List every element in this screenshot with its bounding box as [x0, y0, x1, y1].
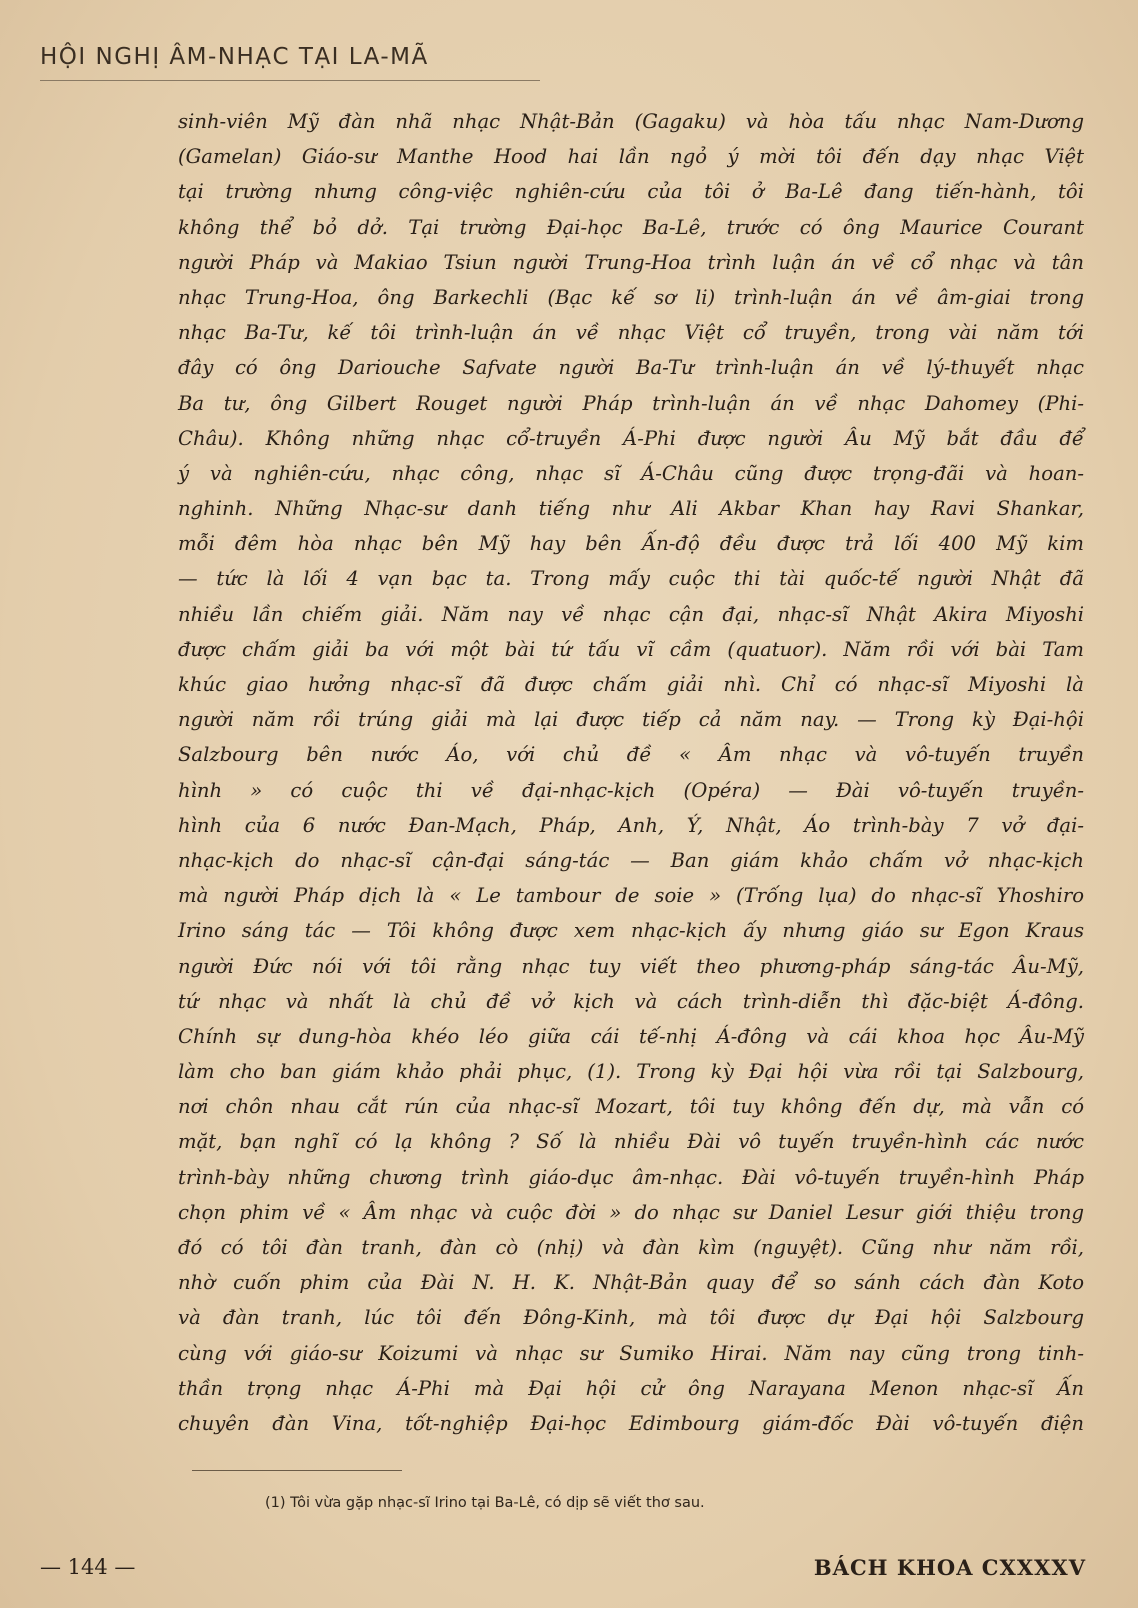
- body-line: (Gamelan) Giáo-sư Manthe Hood hai lần ngỏ ý mời tôi đến dạy nhạc Việt: [178, 145, 1084, 169]
- body-line: sinh-viên Mỹ đàn nhã nhạc Nhật-Bản (Gagaku) và hòa tấu nhạc Nam-Dương: [178, 110, 1084, 133]
- body-line: Châu). Không những nhạc cổ-truyền Á-Phi được người Âu Mỹ bắt đầu để: [178, 426, 1084, 450]
- footnote: (1) Tôi vừa gặp nhạc-sĩ Irino tại Ba-Lê, có dịp sẽ viết thơ sau.: [265, 1495, 705, 1511]
- body-line: hình của 6 nước Đan-Mạch, Pháp, Anh, Ý, Nhật, Áo trình-bày 7 vở đại-: [178, 813, 1084, 837]
- body-line: không thể bỏ dở. Tại trường Đại-học Ba-Lê, trước có ông Maurice Courant: [178, 215, 1084, 239]
- body-line: nhiều lần chiếm giải. Năm nay về nhạc cận đại, nhạc-sĩ Nhật Akira Miyoshi: [178, 602, 1084, 626]
- body-line: thần trọng nhạc Á-Phi mà Đại hội cử ông Narayana Menon nhạc-sĩ Ấn: [178, 1376, 1084, 1400]
- body-line: nơi chôn nhau cắt rún của nhạc-sĩ Mozart, tôi tuy không đến dự, mà vẫn có: [178, 1095, 1084, 1119]
- body-line: nhờ cuốn phim của Đài N. H. K. Nhật-Bản quay để so sánh cách đàn Koto: [178, 1271, 1084, 1295]
- body-line: nghinh. Những Nhạc-sư danh tiếng như Ali Akbar Khan hay Ravi Shankar,: [178, 497, 1084, 521]
- body-line: chuyên đàn Vina, tốt-nghiệp Đại-học Edimbourg giám-đốc Đài vô-tuyến điện: [178, 1411, 1084, 1435]
- body-line: khúc giao hưởng nhạc-sĩ đã được chấm giải nhì. Chỉ có nhạc-sĩ Miyoshi là: [178, 673, 1084, 696]
- body-line: làm cho ban giám khảo phải phục, (1). Trong kỳ Đại hội vừa rồi tại Salzbourg,: [178, 1060, 1084, 1084]
- body-line: người Pháp và Makiao Tsiun người Trung-Hoa trình luận án về cổ nhạc và tân: [178, 250, 1084, 274]
- body-line: người Đức nói với tôi rằng nhạc tuy viết theo phương-pháp sáng-tác Âu-Mỹ,: [178, 954, 1084, 978]
- body-line: Salzbourg bên nước Áo, với chủ đề « Âm nhạc và vô-tuyến truyền: [178, 743, 1084, 767]
- body-line: trình-bày những chương trình giáo-dục âm-nhạc. Đài vô-tuyến truyền-hình Pháp: [178, 1165, 1084, 1189]
- body-line: ý và nghiên-cứu, nhạc công, nhạc sĩ Á-Châu cũng được trọng-đãi và hoan-: [178, 461, 1084, 485]
- body-line: và đàn tranh, lúc tôi đến Đông-Kinh, mà tôi được dự Đại hội Salzbourg: [178, 1306, 1084, 1330]
- header-rule: [40, 80, 540, 81]
- body-line: mặt, bạn nghĩ có lạ không ? Số là nhiều Đài vô tuyến truyền-hình các nước: [178, 1130, 1084, 1154]
- body-line: — tức là lối 4 vạn bạc ta. Trong mấy cuộc thi tài quốc-tế người Nhật đã: [178, 567, 1084, 591]
- body-line: tại trường nhưng công-việc nghiên-cứu của tôi ở Ba-Lê đang tiến-hành, tôi: [178, 180, 1084, 204]
- body-line: mỗi đêm hòa nhạc bên Mỹ hay bên Ấn-độ đều được trả lối 400 Mỹ kim: [178, 532, 1084, 556]
- body-line: tứ nhạc và nhất là chủ đề vở kịch và cách trình-diễn thì đặc-biệt Á-đông.: [178, 989, 1084, 1013]
- body-line: Ba tư, ông Gilbert Rouget người Pháp trình-luận án về nhạc Dahomey (Phi-: [178, 391, 1084, 415]
- page-number: — 144 —: [40, 1555, 136, 1579]
- body-line: cùng với giáo-sư Koizumi và nhạc sư Sumiko Hirai. Năm nay cũng trong tinh-: [178, 1341, 1084, 1365]
- body-line: nhạc Ba-Tư, kế tôi trình-luận án về nhạc Việt cổ truyền, trong vài năm tới: [178, 321, 1084, 345]
- footnote-rule: [192, 1470, 402, 1471]
- body-line: Irino sáng tác — Tôi không được xem nhạc-kịch ấy nhưng giáo sư Egon Kraus: [178, 919, 1084, 943]
- body-line: mà người Pháp dịch là « Le tambour de soie » (Trống lụa) do nhạc-sĩ Yhoshiro: [178, 884, 1084, 908]
- body-line: đó có tôi đàn tranh, đàn cò (nhị) và đàn kìm (nguyệt). Cũng như năm rồi,: [178, 1236, 1084, 1259]
- body-line: nhạc Trung-Hoa, ông Barkechli (Bạc kế sơ li) trình-luận án về âm-giai trong: [178, 285, 1084, 309]
- running-title: HỘI NGHỊ ÂM-NHẠC TẠI LA-MÃ: [40, 44, 429, 70]
- journal-title: BÁCH KHOA CXXXXV: [813, 1555, 1086, 1580]
- body-line: Chính sự dung-hòa khéo léo giữa cái tế-nhị Á-đông và cái khoa học Âu-Mỹ: [178, 1024, 1084, 1048]
- body-line: được chấm giải ba với một bài tứ tấu vĩ cầm (quatuor). Năm rồi với bài Tam: [178, 637, 1084, 661]
- body-line: hình » có cuộc thi về đại-nhạc-kịch (Opéra) — Đài vô-tuyến truyền-: [178, 778, 1084, 802]
- body-line: đây có ông Dariouche Safvate người Ba-Tư trình-luận án về lý-thuyết nhạc: [178, 356, 1084, 380]
- body-line: chọn phim về « Âm nhạc và cuộc đời » do nhạc sư Daniel Lesur giới thiệu trong: [178, 1200, 1084, 1224]
- body-paragraph: [178, 104, 1084, 1441]
- body-line: người năm rồi trúng giải mà lại được tiếp cả năm nay. — Trong kỳ Đại-hội: [178, 708, 1084, 732]
- body-line: nhạc-kịch do nhạc-sĩ cận-đại sáng-tác — Ban giám khảo chấm vở nhạc-kịch: [178, 848, 1084, 872]
